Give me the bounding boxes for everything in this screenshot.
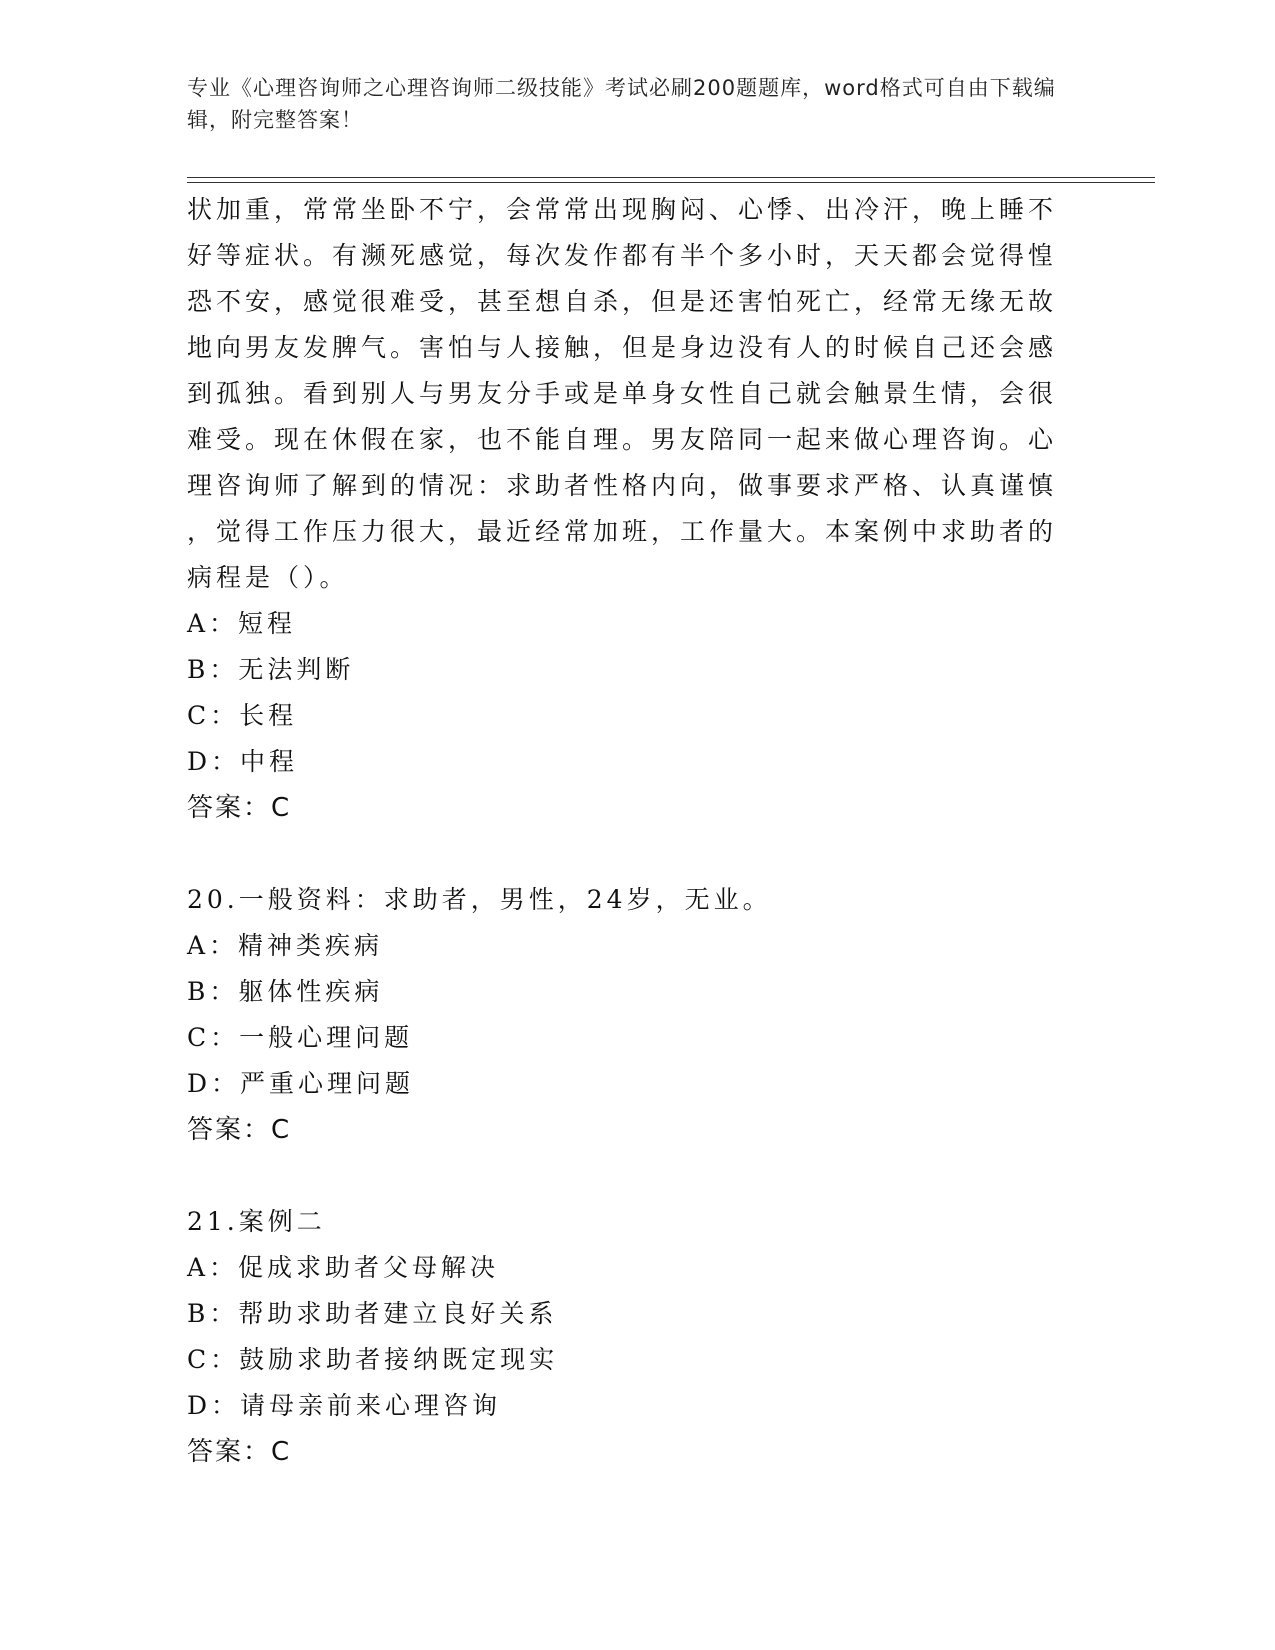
document-body: [187, 187, 1067, 1475]
answer: 答案：C: [187, 1437, 292, 1467]
header-rule-top: [187, 177, 1155, 178]
header-rule-bottom: [187, 182, 1155, 183]
option-b: B：躯体性疾病: [187, 977, 384, 1006]
spacer: [187, 1153, 1067, 1199]
option-b: B：帮助求助者建立良好关系: [187, 1299, 558, 1328]
stem-line: 理咨询师了解到的情况：求助者性格内向，做事要求严格、认真谨慎: [187, 471, 1058, 500]
question-19: [187, 187, 1067, 831]
stem-line: 到孤独。看到别人与男友分手或是单身女性自己就会触景生情，会很: [187, 379, 1058, 408]
option-a: A：短程: [187, 609, 297, 638]
option-b: B：无法判断: [187, 655, 355, 684]
stem-line: 恐不安，感觉很难受，甚至想自杀，但是还害怕死亡，经常无缘无故: [187, 287, 1058, 316]
option-d: D：请母亲前来心理咨询: [187, 1391, 502, 1420]
stem-line: 状加重，常常坐卧不宁，会常常出现胸闷、心悸、出冷汗，晚上睡不: [187, 195, 1058, 224]
stem-line: ，觉得工作压力很大，最近经常加班，工作量大。本案例中求助者的: [187, 517, 1058, 546]
question-21: [187, 1199, 1067, 1475]
stem-line: 地向男友发脾气。害怕与人接触，但是身边没有人的时候自己还会感: [187, 333, 1058, 362]
question-stem: 21.案例二: [187, 1207, 326, 1236]
spacer: [187, 831, 1067, 877]
answer: 答案：C: [187, 1115, 292, 1145]
option-a: A：精神类疾病: [187, 931, 384, 960]
question-stem: [187, 187, 1067, 601]
question-stem: 20.一般资料：求助者，男性，24岁，无业。: [187, 885, 772, 914]
option-d: D：中程: [187, 747, 299, 776]
stem-line: 难受。现在休假在家，也不能自理。男友陪同一起来做心理咨询。心: [187, 425, 1058, 454]
answer: 答案：C: [187, 793, 292, 823]
option-c: C：一般心理问题: [187, 1023, 414, 1052]
stem-line: 好等症状。有濒死感觉，每次发作都有半个多小时，天天都会觉得惶: [187, 241, 1058, 270]
option-c: C：长程: [187, 701, 298, 730]
header-title: 专业《心理咨询师之心理咨询师二级技能》考试必刷200题题库，word格式可自由下载编辑，附完整答案！: [187, 76, 1056, 132]
document-header: [187, 72, 1067, 136]
question-20: [187, 877, 1067, 1153]
stem-line: 病程是（）。: [187, 563, 349, 592]
option-a: A：促成求助者父母解决: [187, 1253, 500, 1282]
option-c: C：鼓励求助者接纳既定现实: [187, 1345, 559, 1374]
option-d: D：严重心理问题: [187, 1069, 415, 1098]
